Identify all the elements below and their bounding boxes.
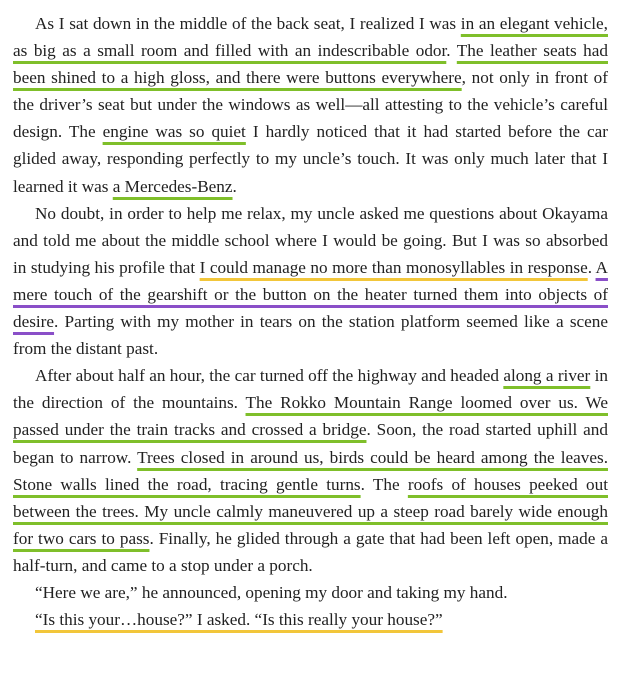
- highlight-yellow[interactable]: I could manage no more than monosyllables in response: [199, 257, 588, 277]
- paragraph-2: [13, 200, 608, 363]
- text-segment: .: [446, 41, 457, 61]
- text-segment: . The: [360, 474, 408, 494]
- text-segment: As I sat down in the middle of the back seat, I realized I was: [35, 14, 461, 33]
- highlight-green[interactable]: Trees closed in around us, birds could be heard among the leaves. Stone walls lined the road, tracing gentle turns: [13, 447, 608, 494]
- paragraph-5: [13, 606, 608, 633]
- text-segment: I hardly noticed that it had started before the car glided away, responding perfectly to my uncle’s touch. It was only much later that I learned it was: [13, 122, 608, 196]
- text-segment: .: [587, 257, 596, 277]
- text-segment: in the direction of the mountains.: [13, 366, 609, 413]
- highlight-green[interactable]: along a river: [503, 366, 591, 386]
- highlight-green[interactable]: engine was so quiet: [102, 122, 246, 142]
- highlight-green[interactable]: a Mercedes-Benz: [112, 176, 233, 196]
- highlight-green[interactable]: in an elegant vehicle, as big as a small room and filled with an indescribable odor: [13, 14, 608, 61]
- paragraph-3: [13, 362, 608, 579]
- paragraph-4: [13, 579, 608, 606]
- text-segment: . Parting with my mother in tears on the station platform seemed like a scene from the distant past.: [13, 312, 608, 359]
- text-segment: . Finally, he glided through a gate that had been left open, made a half-turn, and came to a stop under a porch.: [13, 528, 608, 575]
- text-segment: .: [232, 176, 237, 196]
- highlight-purple[interactable]: A mere touch of the gearshift or the button on the heater turned them into objects of desire: [13, 257, 608, 332]
- paragraph-1: [13, 10, 608, 200]
- text-segment: No doubt, in order to help me relax, my uncle asked me questions about Okayama and told me about the middle school where I would be going. But I was so absorbed in studying his profile that: [13, 203, 608, 277]
- highlight-green[interactable]: The leather seats had been shined to a high gloss, and there were buttons everywhere: [13, 41, 608, 88]
- highlight-green[interactable]: The Rokko Mountain Range loomed over us. We passed under the train tracks and crossed a bridge: [13, 393, 608, 440]
- highlight-yellow[interactable]: “Is this your…house?” I asked. “Is this really your house?”: [35, 610, 443, 630]
- text-segment: , not only in front of the driver’s seat but under the windows as well—all attesting to the vehicle’s careful design. The: [13, 68, 608, 142]
- highlight-green[interactable]: roofs of houses peeked out between the trees. My uncle calmly maneuvered up a steep road barely wide enough for two cars to pass: [13, 474, 608, 548]
- text-segment: . Soon, the road started uphill and began to narrow.: [13, 420, 608, 467]
- text-segment: “Here we are,” he announced, opening my door and taking my hand.: [35, 582, 508, 602]
- text-segment: After about half an hour, the car turned off the highway and headed: [35, 366, 504, 386]
